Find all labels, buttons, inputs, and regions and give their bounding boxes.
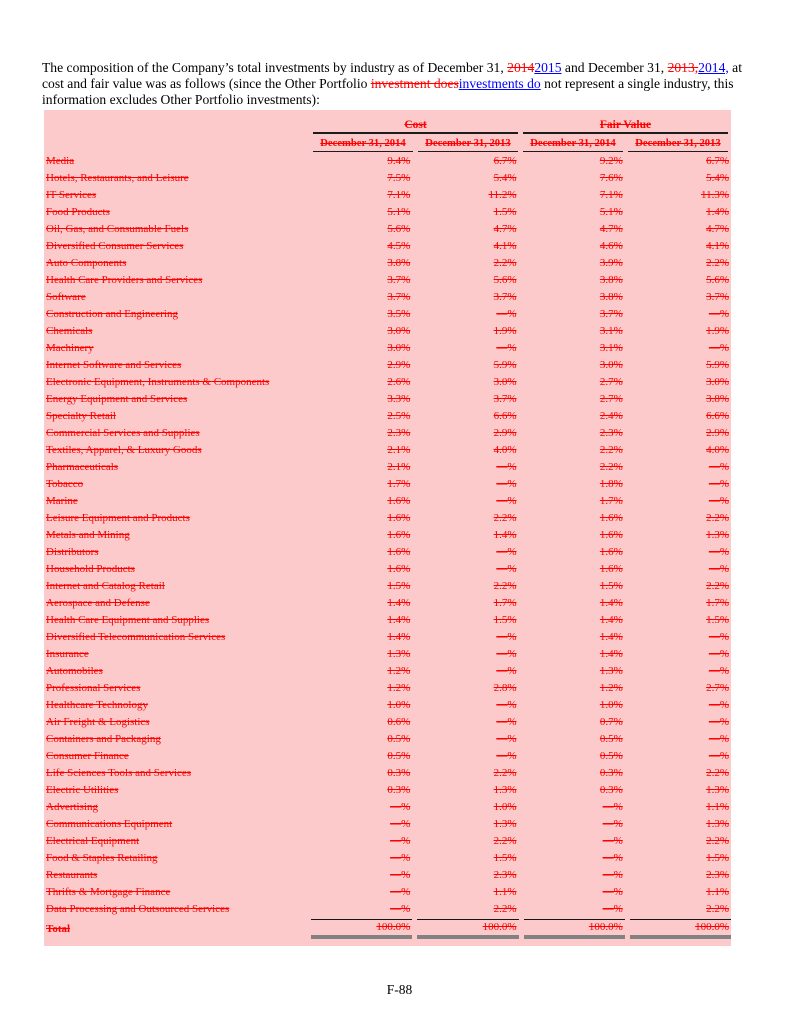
value-cell: 1.6% [387,528,411,541]
value-cell: —% [390,800,411,813]
industry-label: Internet and Catalog Retail [46,579,165,592]
value-cell: 4.7% [493,222,517,235]
value-cell: —% [708,698,730,711]
value-cell: —% [708,494,730,507]
value-cell: 1.6% [599,528,623,541]
table-row [44,254,731,271]
value-cell: 7.1% [599,188,623,201]
industry-label: Advertising [46,800,98,813]
value-cell: 3.7% [706,290,730,303]
total-value-cell: 100.0% [524,919,625,939]
col-header-cost-2014: December 31, 2014 [313,138,413,152]
value-cell: 0.5% [387,749,411,762]
value-cell: —% [708,341,730,354]
industry-label: Food Products [46,205,110,218]
value-cell: —% [708,477,730,490]
value-cell: 2.2% [706,834,730,847]
value-cell: 1.0% [493,800,517,813]
value-cell: 1.4% [387,596,411,609]
intro-text: at cost and fair value was as follows (since the Other Portfolio [42,59,742,91]
value-cell: 3.8% [599,290,623,303]
value-cell: 1.3% [493,817,517,830]
industry-label: IT Services [46,188,97,201]
total-value-cell: 100.0% [311,919,412,939]
industry-label: Food & Staples Retailing [46,851,158,864]
table-row [44,594,731,611]
value-cell: 2.2% [706,579,730,592]
value-cell: 7.5% [387,171,411,184]
industry-label: Construction and Engineering [46,307,178,320]
table-row [44,645,731,662]
value-cell: 4.5% [387,239,411,252]
intro-text: The composition of the Company’s total investments by industry as of December 31, [42,59,508,75]
industry-label: Oil, Gas, and Consumable Fuels [46,222,189,235]
value-cell: 9.2% [599,154,623,167]
deleted-text: investment does [370,75,459,91]
industry-label: Commercial Services and Supplies [46,426,200,439]
value-cell: 2.6% [387,375,411,388]
value-cell: 1.8% [599,477,623,490]
value-cell: 2.2% [706,256,730,269]
value-cell: 2.5% [387,409,411,422]
table-row [44,220,731,237]
table-row [44,764,731,781]
value-cell: 1.6% [387,562,411,575]
table-row [44,883,731,900]
value-cell: 2.9% [493,426,517,439]
table-row [44,390,731,407]
value-cell: 1.2% [387,664,411,677]
col-header-cost-2013: December 31, 2013 [418,138,518,152]
value-cell: 5.1% [599,205,623,218]
col-header-fv-2013: December 31, 2013 [628,138,728,152]
table-row [44,730,731,747]
value-cell: —% [496,664,517,677]
value-cell: 1.3% [706,817,730,830]
industry-label: Machinery [46,341,94,354]
value-cell: 6.7% [493,154,517,167]
industry-label: Diversified Consumer Services [46,239,184,252]
industry-label: Hotels, Restaurants, and Leisure [46,171,189,184]
value-cell: 2.7% [706,681,730,694]
industry-label: Marine [46,494,78,507]
value-cell: 2.2% [599,443,623,456]
industry-label: Specialty Retail [46,409,116,422]
value-cell: —% [602,800,623,813]
col-header-fv-2014: December 31, 2014 [523,138,623,152]
table-row [44,577,731,594]
table-row [44,628,731,645]
value-cell: 7.6% [599,171,623,184]
value-cell: 3.7% [493,392,517,405]
value-cell: 1.9% [493,324,517,337]
value-cell: 2.8% [493,681,517,694]
value-cell: 3.7% [599,307,623,320]
value-cell: 4.0% [493,443,517,456]
value-cell: 0.7% [599,715,623,728]
value-cell: 2.2% [706,766,730,779]
value-cell: —% [496,630,517,643]
value-cell: 2.7% [599,375,623,388]
value-cell: 2.9% [706,426,730,439]
value-cell: 0.6% [387,715,411,728]
value-cell: 0.5% [599,732,623,745]
value-cell: —% [390,868,411,881]
value-cell: 1.6% [387,545,411,558]
value-cell: 2.2% [493,256,517,269]
value-cell: —% [390,885,411,898]
value-cell: —% [496,749,517,762]
table-row [44,509,731,526]
value-cell: 1.5% [706,851,730,864]
industry-label: Air Freight & Logistics [46,715,150,728]
industry-label: Diversified Telecommunication Services [46,630,226,643]
value-cell: 2.4% [599,409,623,422]
value-cell: 1.1% [706,800,730,813]
value-cell: 3.1% [599,341,623,354]
value-cell: —% [708,545,730,558]
value-cell: —% [496,545,517,558]
value-cell: 1.6% [599,562,623,575]
table-row [44,458,731,475]
industry-label: Healthcare Technology [46,698,148,711]
value-cell: 1.0% [599,698,623,711]
table-row [44,662,731,679]
value-cell: —% [602,851,623,864]
value-cell: —% [708,562,730,575]
intro-text: not represent a single industry, this information excludes Other Portfolio investments): [42,75,734,108]
value-cell: —% [708,460,730,473]
inserted-text: 2015 [534,59,562,75]
industry-label: Health Care Equipment and Supplies [46,613,210,626]
industry-label: Consumer Finance [46,749,129,762]
value-cell: —% [602,902,623,915]
value-cell: 1.4% [387,630,411,643]
value-cell: 1.6% [387,511,411,524]
value-cell: —% [496,460,517,473]
value-cell: 2.1% [387,460,411,473]
value-cell: —% [390,834,411,847]
value-cell: —% [496,477,517,490]
table-row [44,747,731,764]
table-body [44,152,731,917]
value-cell: 2.2% [706,511,730,524]
table-row [44,373,731,390]
page-number: F-88 [386,982,413,997]
group-header-fair-value: Fair Value [523,119,728,134]
table-row [44,611,731,628]
value-cell: 0.3% [387,783,411,796]
value-cell: 6.7% [706,154,730,167]
inserted-text: investments do [458,75,541,91]
table-row [44,152,731,169]
industry-label: Tobacco [46,477,84,490]
table-row [44,713,731,730]
value-cell: 3.0% [387,341,411,354]
value-cell: 0.3% [599,783,623,796]
value-cell: 1.5% [493,205,517,218]
industry-label: Chemicals [46,324,93,337]
intro-text: and December 31, [561,59,668,75]
intro-paragraph [42,60,761,109]
value-cell: —% [496,732,517,745]
value-cell: 1.9% [706,324,730,337]
value-cell: 2.3% [387,426,411,439]
industry-label: Aerospace and Defense [46,596,150,609]
table-row [44,203,731,220]
industry-label: Pharmaceuticals [46,460,119,473]
table-row [44,169,731,186]
industry-label: Metals and Mining [46,528,130,541]
deleted-text: 2014 [507,59,535,75]
value-cell: —% [496,341,517,354]
value-cell: 2.2% [706,902,730,915]
value-cell: 1.3% [706,528,730,541]
value-cell: 1.5% [706,613,730,626]
value-cell: —% [708,715,730,728]
value-cell: 1.6% [387,494,411,507]
table-row [44,322,731,339]
industry-label: Containers and Packaging [46,732,161,745]
table-row [44,356,731,373]
value-cell: —% [602,817,623,830]
table-row [44,526,731,543]
industry-label: Energy Equipment and Services [46,392,188,405]
value-cell: —% [708,749,730,762]
value-cell: —% [708,307,730,320]
table-row [44,475,731,492]
table-row [44,849,731,866]
value-cell: 2.2% [493,511,517,524]
value-cell: 4.6% [599,239,623,252]
value-cell: 3.7% [493,290,517,303]
industry-label: Distributors [46,545,99,558]
value-cell: 5.6% [493,273,517,286]
value-cell: 2.9% [387,358,411,371]
value-cell: 4.1% [706,239,730,252]
table-row [44,492,731,509]
value-cell: —% [496,647,517,660]
value-cell: 5.6% [387,222,411,235]
group-header-cost: Cost [313,119,518,134]
value-cell: 3.1% [599,324,623,337]
value-cell: 5.1% [387,205,411,218]
value-cell: —% [602,868,623,881]
value-cell: 1.5% [387,579,411,592]
value-cell: 6.6% [493,409,517,422]
table-row [44,288,731,305]
value-cell: 1.5% [493,851,517,864]
value-cell: 1.3% [493,783,517,796]
table-row [44,679,731,696]
total-value-cell: 100.0% [417,919,518,939]
value-cell: 0.3% [599,766,623,779]
value-cell: 1.5% [493,613,517,626]
value-cell: 1.4% [706,205,730,218]
value-cell: —% [496,494,517,507]
value-cell: 1.1% [493,885,517,898]
value-cell: 2.2% [599,460,623,473]
value-cell: 1.4% [599,613,623,626]
value-cell: 1.4% [599,630,623,643]
value-cell: 4.1% [493,239,517,252]
value-cell: 2.2% [493,766,517,779]
table-row [44,186,731,203]
value-cell: 3.8% [599,273,623,286]
table-date-header-row [44,134,731,152]
value-cell: 4.7% [706,222,730,235]
value-cell: 9.4% [387,154,411,167]
value-cell: 1.0% [387,698,411,711]
value-cell: —% [496,715,517,728]
value-cell: 1.5% [599,579,623,592]
value-cell: 1.6% [599,511,623,524]
table-group-header-row [44,115,731,134]
total-value-cell: 100.0% [630,919,731,939]
table-row [44,271,731,288]
value-cell: 3.0% [599,358,623,371]
value-cell: 5.9% [706,358,730,371]
value-cell: —% [708,647,730,660]
table-row [44,696,731,713]
industry-label: Life Sciences Tools and Services [46,766,192,779]
value-cell: 4.7% [599,222,623,235]
value-cell: 11.2% [488,188,517,201]
value-cell: 1.4% [387,613,411,626]
value-cell: 1.7% [706,596,730,609]
value-cell: 1.1% [706,885,730,898]
industry-label: Auto Components [46,256,127,269]
industry-label: Thrifts & Mortgage Finance [46,885,171,898]
value-cell: 5.6% [706,273,730,286]
value-cell: —% [496,698,517,711]
value-cell: 5.4% [706,171,730,184]
value-cell: —% [708,732,730,745]
industry-label: Data Processing and Outsourced Services [46,902,230,915]
table-row [44,543,731,560]
table-row [44,832,731,849]
industry-label: Software [46,290,86,303]
value-cell: 5.9% [493,358,517,371]
value-cell: 2.2% [493,834,517,847]
value-cell: 3.8% [387,256,411,269]
industry-label: Leisure Equipment and Products [46,511,190,524]
industry-label: Electronic Equipment, Instruments & Components [46,375,270,388]
table-row [44,815,731,832]
value-cell: 3.9% [599,256,623,269]
value-cell: 4.0% [706,443,730,456]
value-cell: 6.6% [706,409,730,422]
value-cell: —% [496,307,517,320]
table-row [44,441,731,458]
value-cell: 1.2% [599,681,623,694]
value-cell: 3.8% [706,392,730,405]
industry-label: Internet Software and Services [46,358,182,371]
value-cell: 1.3% [387,647,411,660]
table-row [44,798,731,815]
value-cell: 1.7% [599,494,623,507]
value-cell: 7.1% [387,188,411,201]
value-cell: 0.3% [387,766,411,779]
value-cell: 1.7% [493,596,517,609]
investments-by-industry-table [44,110,731,946]
table-row [44,781,731,798]
value-cell: 2.1% [387,443,411,456]
table-row [44,560,731,577]
value-cell: —% [708,630,730,643]
value-cell: —% [390,902,411,915]
value-cell: 1.4% [599,596,623,609]
value-cell: 3.7% [387,273,411,286]
value-cell: 3.5% [387,307,411,320]
industry-label: Textiles, Apparel, & Luxury Goods [46,443,202,456]
value-cell: 0.5% [387,732,411,745]
value-cell: —% [602,885,623,898]
value-cell: 11.3% [701,188,730,201]
value-cell: —% [602,834,623,847]
value-cell: 2.2% [493,579,517,592]
value-cell: 1.6% [599,545,623,558]
value-cell: 1.3% [706,783,730,796]
value-cell: —% [390,851,411,864]
value-cell: —% [496,562,517,575]
total-label: Total [46,923,71,935]
table-row [44,407,731,424]
industry-label: Insurance [46,647,89,660]
value-cell: 1.2% [387,681,411,694]
industry-label: Health Care Providers and Services [46,273,203,286]
value-cell: 2.3% [493,868,517,881]
value-cell: 1.4% [599,647,623,660]
value-cell: —% [708,664,730,677]
table-row [44,339,731,356]
value-cell: 1.3% [599,664,623,677]
industry-label: Automobiles [46,664,103,677]
industry-label: Communications Equipment [46,817,173,830]
table-total-row [44,918,731,940]
table-row [44,237,731,254]
value-cell: 1.7% [387,477,411,490]
value-cell: —% [390,817,411,830]
value-cell: 3.0% [387,324,411,337]
value-cell: 1.4% [493,528,517,541]
industry-label: Electrical Equipment [46,834,140,847]
industry-label: Electric Utilities [46,783,119,796]
inserted-text: 2014, [698,59,729,75]
table-row [44,424,731,441]
value-cell: 5.4% [493,171,517,184]
value-cell: 3.7% [387,290,411,303]
table-row [44,900,731,917]
table-row [44,305,731,322]
industry-label: Household Products [46,562,135,575]
value-cell: 0.5% [599,749,623,762]
value-cell: 3.0% [493,375,517,388]
value-cell: 3.3% [387,392,411,405]
industry-label: Media [46,154,75,167]
deleted-text: 2013, [667,59,699,75]
value-cell: 2.3% [706,868,730,881]
table-row [44,866,731,883]
value-cell: 3.0% [706,375,730,388]
value-cell: 2.3% [599,426,623,439]
industry-label: Professional Services [46,681,141,694]
value-cell: 2.2% [493,902,517,915]
value-cell: 2.7% [599,392,623,405]
industry-label: Restaurants [46,868,98,881]
